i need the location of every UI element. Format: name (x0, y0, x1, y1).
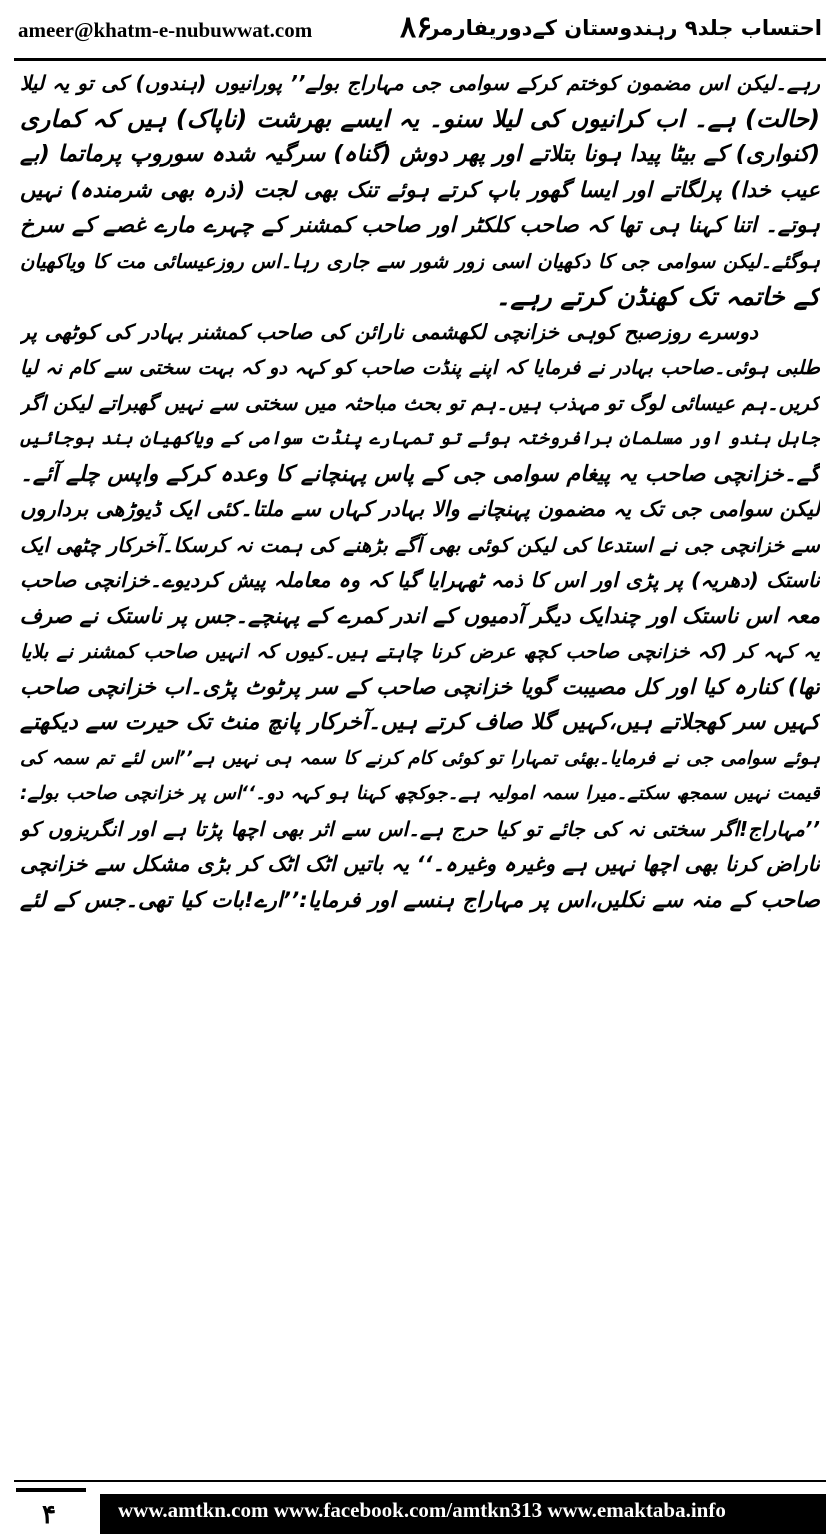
text-line: ہوتے۔ اتنا کہنا ہی تھا کہ صاحب کلکٹر اور صاحب کمشنر کے چہرے مارے غصے کے سرخ (20, 213, 820, 238)
text-line: لیکن سوامی جی تک یہ مضمون پہنچانے والا بہادر کہاں سے ملتا۔کئی ایک ڈیوڑھی برداروں (20, 497, 820, 521)
text-line: یہ کہہ کر (کہ خزانچی صاحب کچھ عرض کرنا چاہتے ہیں۔کیوں کہ انہیں صاحب کمشنر نے بلایا (20, 640, 820, 663)
header-running-title: احتساب جلد۹ رہندوستان کےدوریفارمر (427, 16, 822, 40)
page-body (20, 66, 820, 1466)
footer-page-number: ۴ (42, 1500, 56, 1530)
footer-rule (14, 1480, 826, 1482)
text-line: کریں۔ہم عیسائی لوگ تو مہذب ہیں۔ہم تو بحث مباحثہ میں سختی سے نہیں گھبراتے لیکن اگر (20, 390, 820, 415)
text-line: (حالت) ہے۔ اب کرانیوں کی لیلا سنو۔ یہ ایسے بھرشت (ناپاک) ہیں کہ کماری (20, 104, 820, 133)
text-line: ناستک (دھریہ) پر پڑی اور اس کا ذمہ ٹھہرایا گیا کہ وہ معاملہ پیش کردیوے۔خزانچی صاحب (20, 568, 820, 592)
text-line: دوسرے روزصبح کوہی خزانچی لکھشمی نارائن کی صاحب کمشنر بہادر کی کوٹھی پر (20, 319, 758, 344)
header-email: ameer@khatm-e-nubuwwat.com (18, 18, 313, 42)
text-line: ’’مہاراج!اگر سختی نہ کی جائے تو کیا حرج ہے۔اس سے اثر بھی اچھا پڑتا ہے اور انگریزوں کو (20, 816, 820, 841)
header-rule (14, 58, 826, 61)
text-line: تھا) کنارہ کیا اور کل مصیبت گویا خزانچی صاحب کے سر پرٹوٹ پڑی۔اب خزانچی صاحب (20, 674, 820, 700)
text-line: ناراض کرنا بھی اچھا نہیں ہے وغیرہ وغیرہ۔‘‘ یہ باتیں اٹک اٹک کر بڑی مشکل سے خزانچی (20, 852, 820, 876)
page-header (18, 10, 822, 52)
text-line: عیب خدا) پرلگاتے اور ایسا گھور باپ کرتے ہوئے تنک بھی لجت (ذرہ بھی شرمندہ) نہیں (20, 177, 820, 203)
text-line: طلبی ہوئی۔صاحب بہادر نے فرمایا کہ اپنے پنڈت صاحب کو کہہ دو کہ بہت سختی سے کام نہ لیا (20, 356, 820, 379)
text-line: ہوگئے۔لیکن سوامی جی کا دکھیان اسی زور شور سے جاری رہا۔اس روزعیسائی مت کا ویاکھیان (20, 249, 820, 273)
header-page-number: ۸۶ (400, 10, 433, 45)
text-line: معہ اس ناستک اور چندایک دیگر آدمیوں کے اندر کمرے کے پہنچے۔جس پر ناستک نے صرف (20, 603, 820, 629)
page-footer (0, 1476, 840, 1540)
footer-page-box (16, 1488, 86, 1536)
text-line: کہیں سر کھجلاتے ہیں،کہیں گلا صاف کرتے ہیں۔آخرکار پانچ منٹ تک حیرت سے دیکھتے (20, 710, 820, 735)
text-line: (کنواری) کے بیٹا پیدا ہونا بتلاتے اور پھر دوش (گناہ) سرگیہ شدہ سوروپ پرماتما (بے (20, 141, 820, 167)
text-line: صاحب کے منہ سے نکلیں،اس پر مہاراج ہنسے اور فرمایا:’’ارے!بات کیا تھی۔جس کے لئے (20, 887, 820, 913)
text-line: سے خزانچی جی نے استدعا کی لیکن کوئی بھی آگے بڑھنے کی ہمت نہ کرسکا۔آخرکار چٹھی ایک (20, 532, 820, 557)
footer-links[interactable]: www.amtkn.com www.facebook.com/amtkn313 www.emaktaba.info (118, 1498, 726, 1522)
text-line: رہے۔لیکن اس مضمون کوختم کرکے سوامی جی مہاراج بولے’’ پورانیوں (ہندوں) کی تو یہ لیلا (20, 71, 820, 95)
text-line: گے۔خزانچی صاحب یہ پیغام سوامی جی کے پاس پہنچانے کا وعدہ کرکے واپس چلے آئے۔ (20, 461, 820, 487)
text-line: جاہل ہندو اور مسلمان برافروختہ ہوئے تو تمہارے پنڈت سوامی کے ویاکھیان بند ہوجائیں (20, 428, 820, 449)
text-line: ہوئے سوامی جی نے فرمایا۔بھئی تمہارا تو کوئی کام کرنے کا سمہ ہی نہیں ہے’’اس لئے تم سمہ کی (20, 747, 820, 769)
text-line: قیمت نہیں سمجھ سکتے۔میرا سمہ امولیہ ہے۔جوکچھ کہنا ہو کہہ دو۔‘‘اس پر خزانچی صاحب بولے: (20, 783, 820, 804)
text-line: کے خاتمہ تک کھنڈن کرتے رہے۔ (495, 282, 820, 311)
